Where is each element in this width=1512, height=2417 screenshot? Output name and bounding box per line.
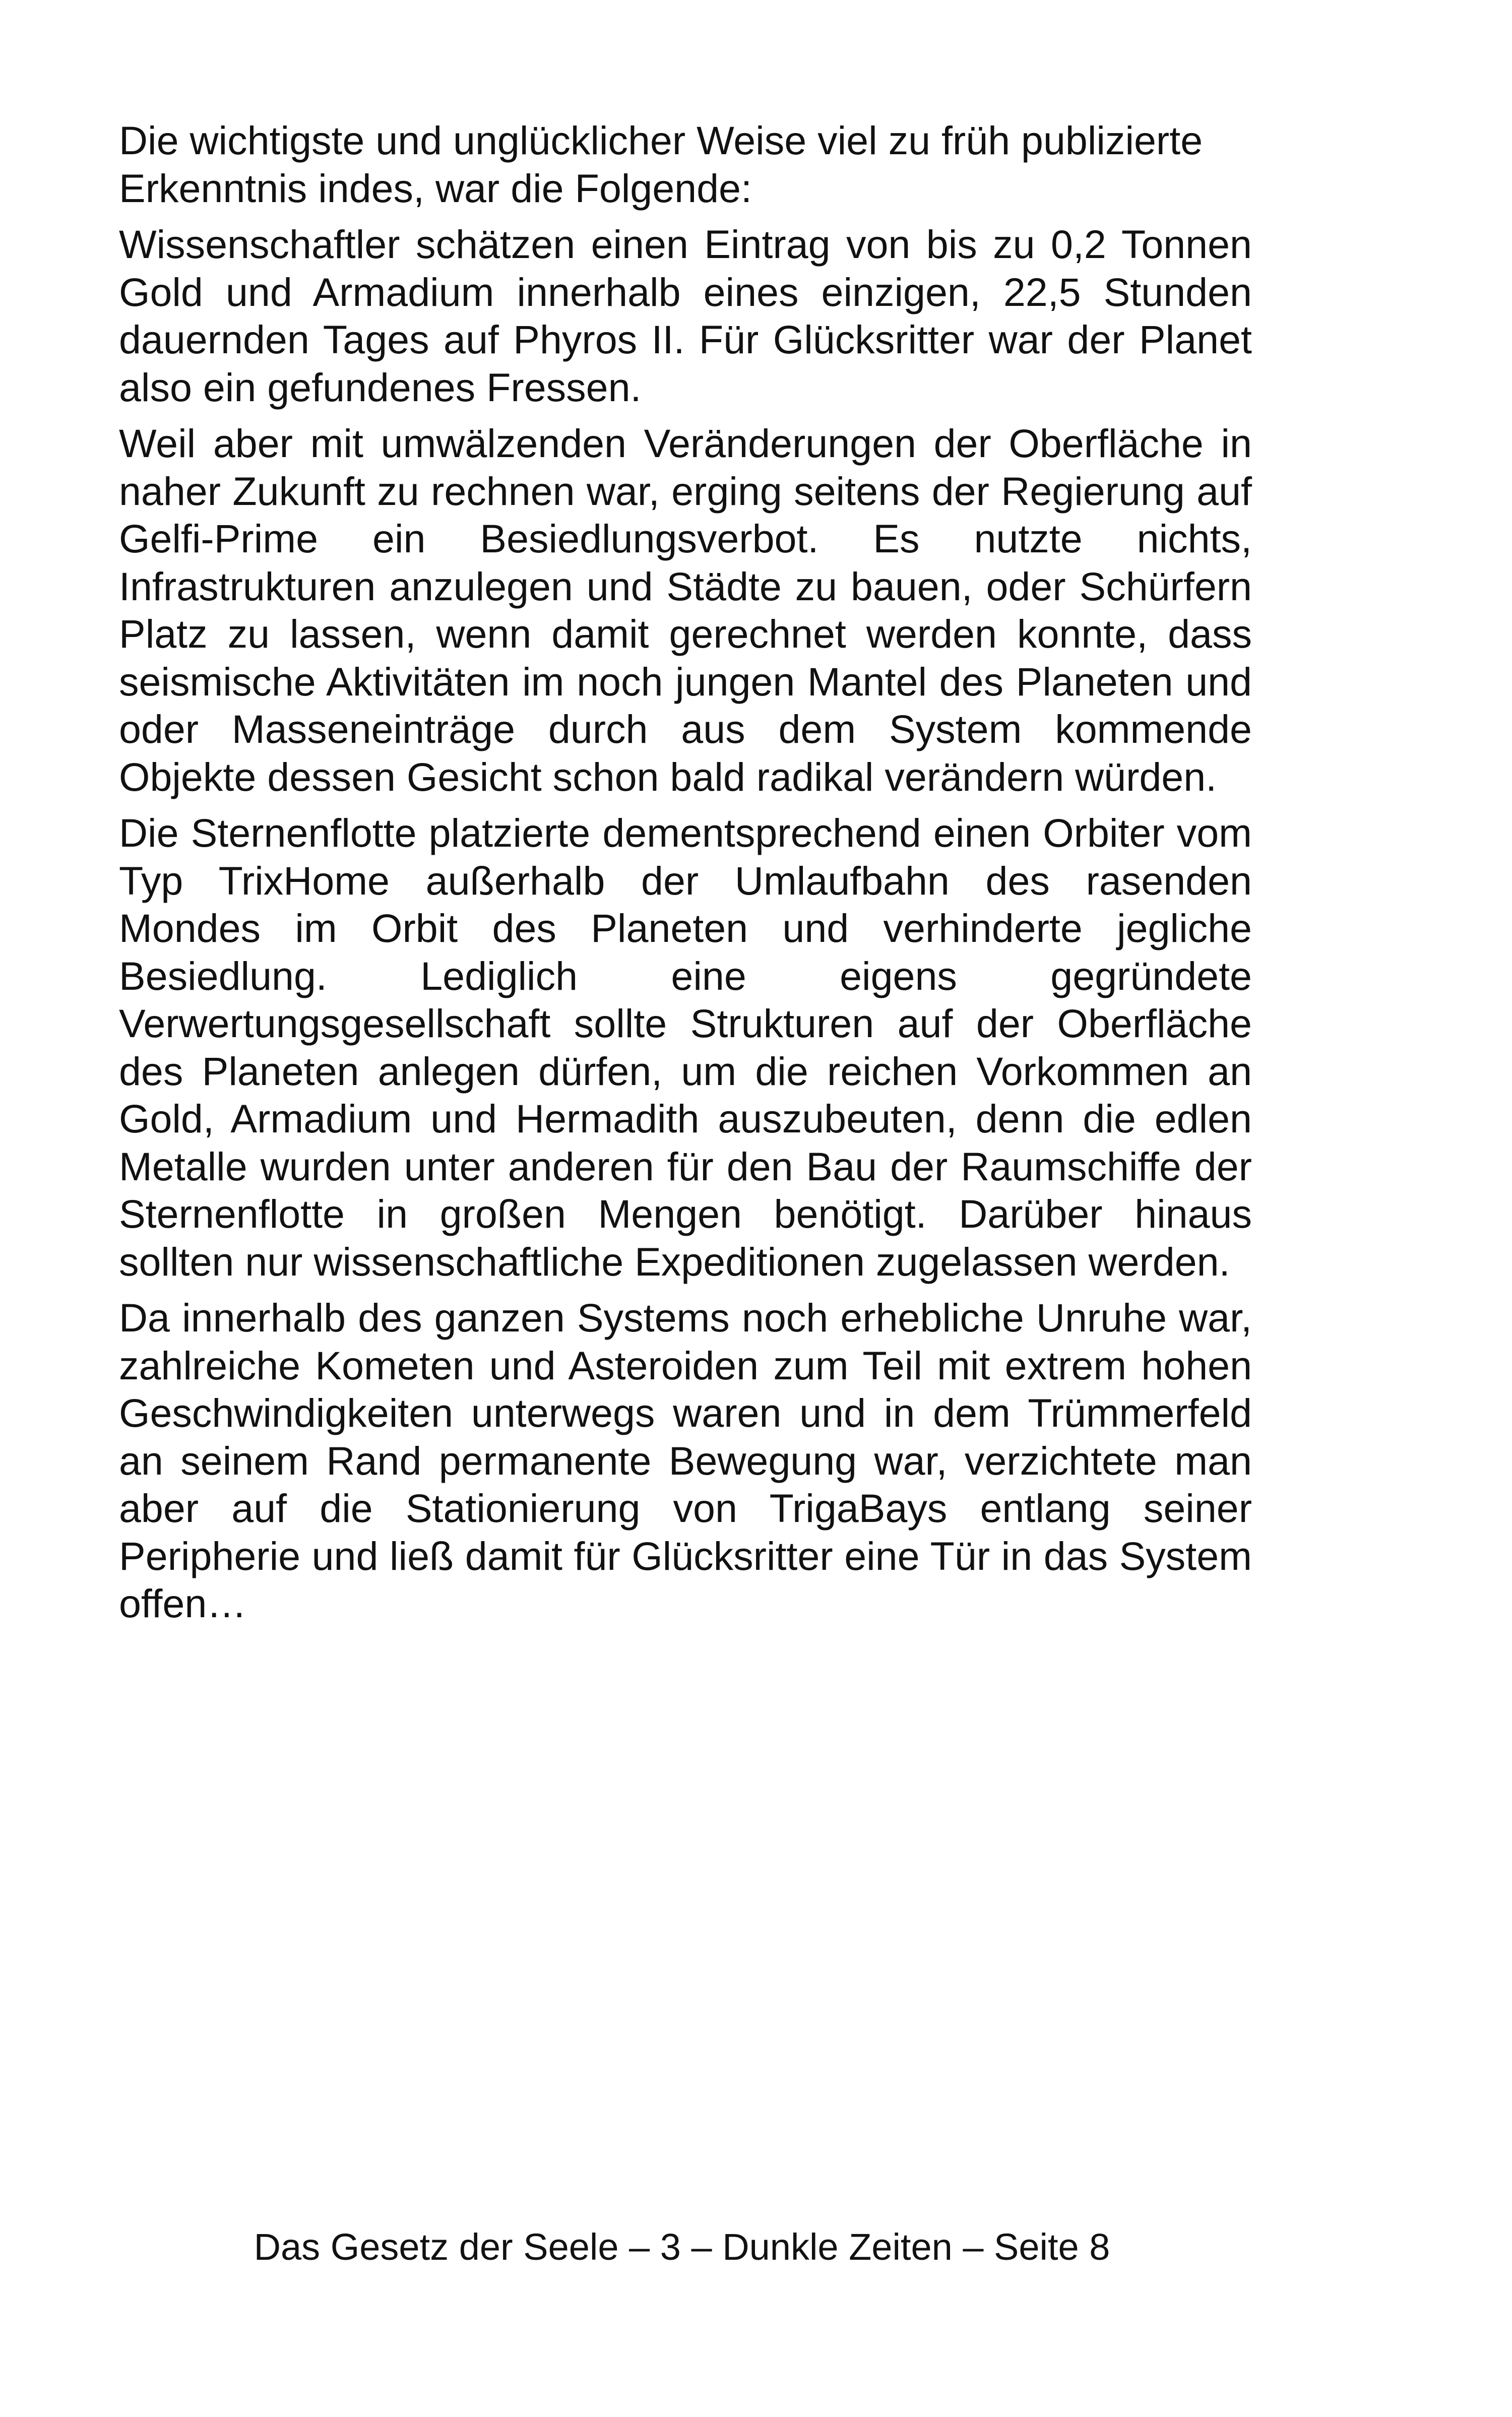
- paragraph: Die wichtigste und unglücklicher Weise viel zu früh publizierte Erkenntnis indes, war die Folgende:: [119, 118, 1203, 211]
- paragraph: Weil aber mit umwälzenden Veränderungen der Oberfläche in naher Zukunft zu rechnen war, erging seitens der Regierung auf Gelfi-Prime ein Besiedlungsverbot. Es nutzte nichts, Infrastrukturen anzulegen und Städte zu bauen, oder Schürfern Platz zu lassen, wenn damit gerechnet werden konnte, dass seismische Aktivitäten im noch jungen Mantel des Planeten und oder Masseneinträge durch aus dem System kommende Objekte dessen Gesicht schon bald radikal verändern würden.: [119, 421, 1252, 799]
- paragraph: Da innerhalb des ganzen Systems noch erhebliche Unruhe war, zahlreiche Kometen und Asteroiden zum Teil mit extrem hohen Geschwindigkeiten unterwegs waren und in dem Trümmerfeld an seinem Rand permanente Bewegung war, verzichtete man aber auf die Stationierung von TrigaBays entlang seiner Peripherie und ließ damit für Glücksritter eine Tür in das System offen…: [119, 1295, 1252, 1626]
- body-text: [119, 117, 1252, 1636]
- paragraph: Die Sternenflotte platzierte dementsprechend einen Orbiter vom Typ TrixHome außerhalb der Umlaufbahn des rasenden Mondes im Orbit des Planeten und verhinderte jegliche Besiedlung. Lediglich eine eigens gegründete Verwertungsgesellschaft sollte Strukturen auf der Oberfläche des Planeten anlegen dürfen, um die reichen Vorkommen an Gold, Armadium und Hermadith auszubeuten, denn die edlen Metalle wurden unter anderen für den Bau der Raumschiffe der Sternenflotte in großen Mengen benötigt. Darüber hinaus sollten nur wissenschaftliche Expeditionen zugelassen werden.: [119, 810, 1252, 1284]
- paragraph: Wissenschaftler schätzen einen Eintrag von bis zu 0,2 Tonnen Gold und Armadium innerhalb eines einzigen, 22,5 Stunden dauernden Tages auf Phyros II. Für Glücksritter war der Planet also ein gefundenes Fressen.: [119, 222, 1252, 410]
- page-footer: Das Gesetz der Seele – 3 – Dunkle Zeiten – Seite 8: [254, 2226, 1110, 2268]
